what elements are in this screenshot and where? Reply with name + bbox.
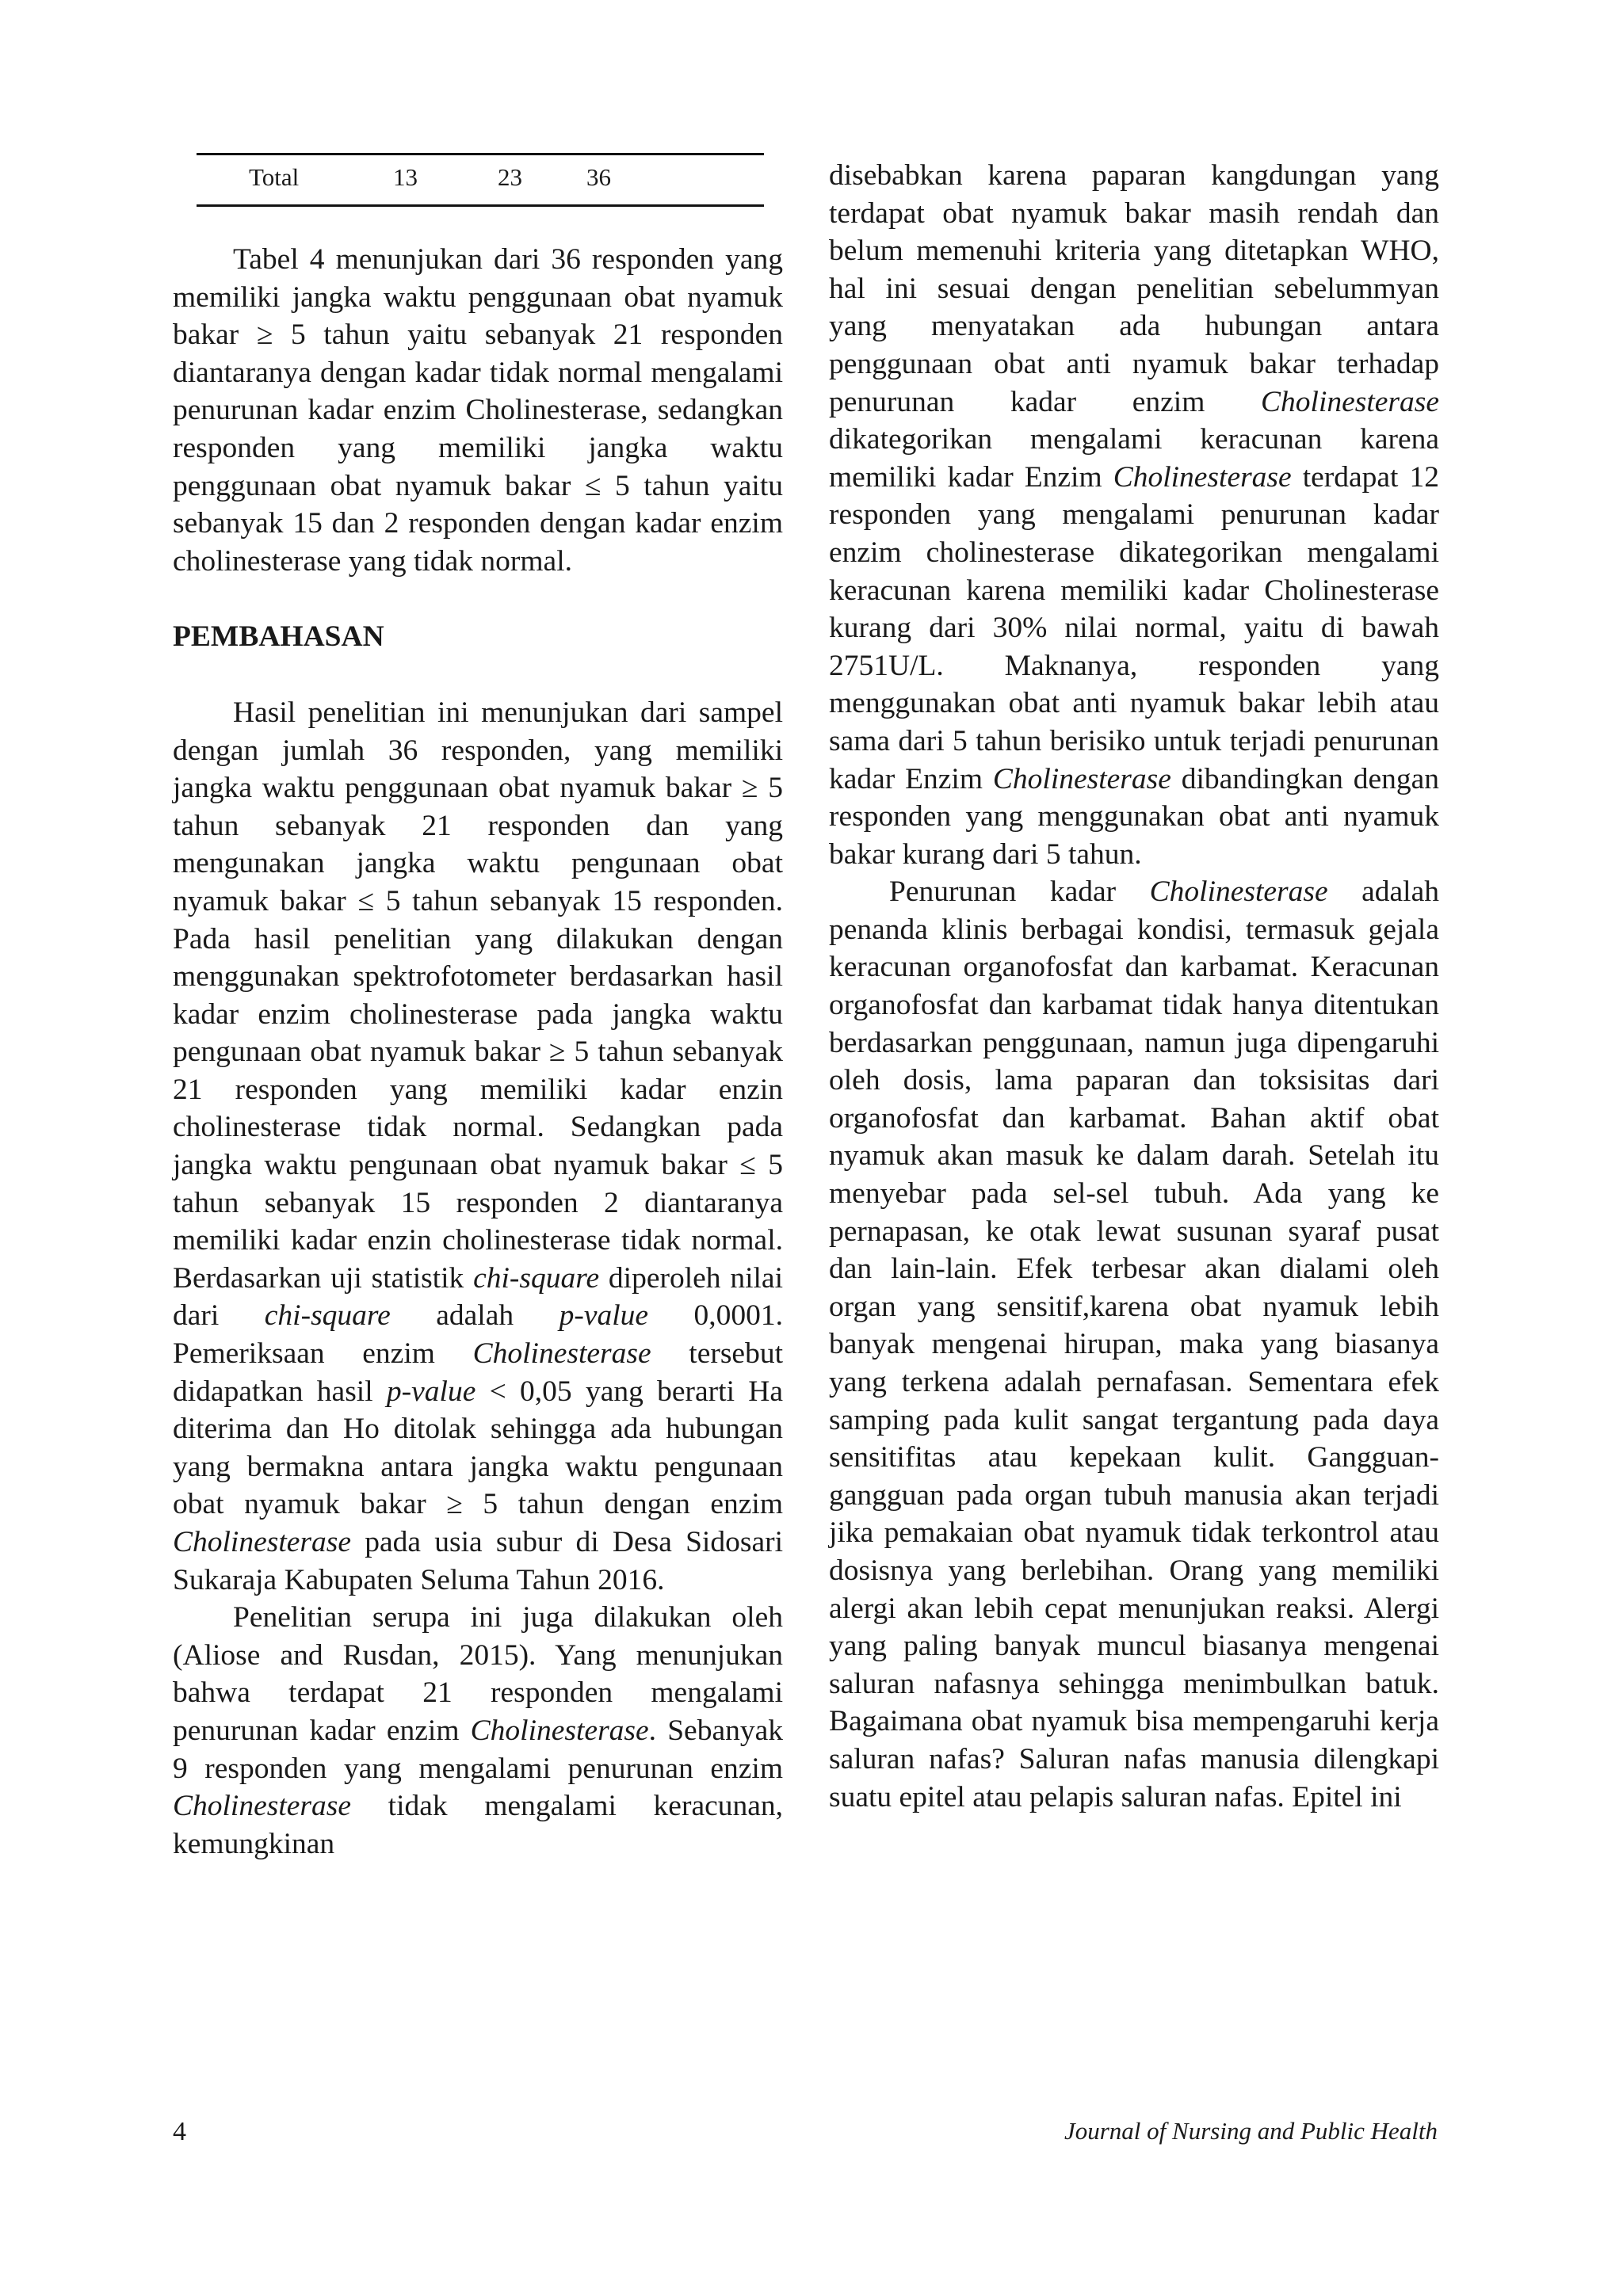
section-heading: PEMBAHASAN [173, 620, 384, 654]
paragraph-table4-summary: Tabel 4 menunjukan dari 36 responden yang memiliki jangka waktu penggunaan obat nyamuk bakar ≥ 5 tahun yaitu sebanyak 21 responden diantaranya dengan kadar tidak normal mengalami penurunan kadar enzim Cholinesterase, sedangkan responden yang memiliki jangka waktu penggunaan obat nyamuk bakar ≤ 5 tahun yaitu sebanyak 15 dan 2 responden dengan kadar enzim cholinesterase yang tidak normal. [173, 243, 783, 578]
right-column [829, 157, 1439, 1816]
left-column [173, 241, 783, 1863]
paragraph-results: Hasil penelitian ini menunjukan dari sampel dengan jumlah 36 responden, yang memiliki jangka waktu penggunaan obat nyamuk bakar ≥ 5 tahun sebanyak 21 responden dan yang mengunakan jangka waktu pengunaan obat nyamuk bakar ≤ 5 tahun sebanyak 15 responden. Pada hasil penelitian yang dilakukan dengan menggunakan spektrofotometer berdasarkan hasil kadar enzim cholinesterase pada jangka waktu pengunaan obat nyamuk bakar ≥ 5 tahun sebanyak 21 responden yang memiliki kadar enzin cholinesterase tidak normal. Sedangkan pada jangka waktu pengunaan obat nyamuk bakar ≤ 5 tahun sebanyak 15 responden 2 diantaranya memiliki kadar enzin cholinesterase tidak normal. Berdasarkan uji statistik chi-square diperoleh nilai dari chi-square adalah p-value 0,0001. Pemeriksaan enzim Cholinesterase tersebut didapatkan hasil p-value < 0,05 yang berarti Ha diterima dan Ho ditolak sehingga ada hubungan yang bermakna antara jangka waktu pengunaan obat nyamuk bakar ≥ 5 tahun dengan enzim Cholinesterase pada usia subur di Desa Sidosari Sukaraja Kabupaten Seluma Tahun 2016. [173, 696, 783, 1596]
journal-name: Journal of Nursing and Public Health [1064, 2117, 1438, 2145]
table-total-col1: 13 [393, 163, 418, 191]
page-number: 4 [173, 2117, 186, 2146]
paragraph-continuation: disebabkan karena paparan kangdungan yang terdapat obat nyamuk bakar masih rendah dan belum memenuhi kriteria yang ditetapkan WHO, hal ini sesuai dengan penelitian sebelummyan yang menyatakan ada hubungan antara penggunaan obat anti nyamuk bakar terhadap penurunan kadar enzim Cholinesterase dikategorikan mengalami keracunan karena memiliki kadar Enzim Cholinesterase terdapat 12 responden yang mengalami penurunan kadar enzim cholinesterase dikategorikan mengalami keracunan karena memiliki kadar Cholinesterase kurang dari 30% nilai normal, yaitu di bawah 2751U/L. Maknanya, responden yang menggunakan obat anti nyamuk bakar lebih atau sama dari 5 tahun berisiko untuk terjadi penurunan kadar Enzim Cholinesterase dibandingkan dengan responden yang menggunakan obat anti nyamuk bakar kurang dari 5 tahun. [829, 159, 1440, 871]
table-total-col2: 23 [498, 163, 522, 191]
paragraph-similar-research: Penelitian serupa ini juga dilakukan oleh (Aliose and Rusdan, 2015). Yang menunjukan bahwa terdapat 21 responden mengalami penurunan kadar enzim Cholinesterase. Sebanyak 9 responden yang mengalami penurunan enzim Cholinesterase tidak mengalami keracunan, kemungkinan [173, 1601, 783, 1860]
table-total-label: Total [249, 163, 300, 191]
paragraph-cholinesterase-decrease: Penurunan kadar Cholinesterase adalah penanda klinis berbagai kondisi, termasuk gejala keracunan organofosfat dan karbamat. Keracunan organofosfat dan karbamat tidak hanya ditentukan berdasarkan penggunaan, namun juga dipengaruhi oleh dosis, lama paparan dan toksisitas dari organofosfat dan karbamat. Bahan aktif obat nyamuk akan masuk ke dalam darah. Setelah itu menyebar pada sel-sel tubuh. Ada yang ke pernapasan, ke otak lewat susunan syaraf pusat dan lain-lain. Efek terbesar akan dialami oleh organ yang sensitif,karena obat nyamuk lebih banyak mengenai hirupan, maka yang biasanya yang terkena adalah pernafasan. Sementara efek samping pada kulit sangat tergantung pada daya sensitifitas atau kepekaan kulit. Gangguan-gangguan pada organ tubuh manusia akan terjadi jika pemakaian obat nyamuk tidak terkontrol atau dosisnya yang berlebihan. Orang yang memiliki alergi akan lebih cepat menunjukan reaksi. Alergi yang paling banyak muncul biasanya mengenai saluran nafasnya sehingga menimbulkan batuk. Bagaimana obat nyamuk bisa mempengaruhi kerja saluran nafas? Saluran nafas manusia dilengkapi suatu epitel atau pelapis saluran nafas. Epitel ini [829, 875, 1439, 1814]
table-total-col3: 36 [586, 163, 611, 191]
table-total-row [197, 153, 764, 207]
